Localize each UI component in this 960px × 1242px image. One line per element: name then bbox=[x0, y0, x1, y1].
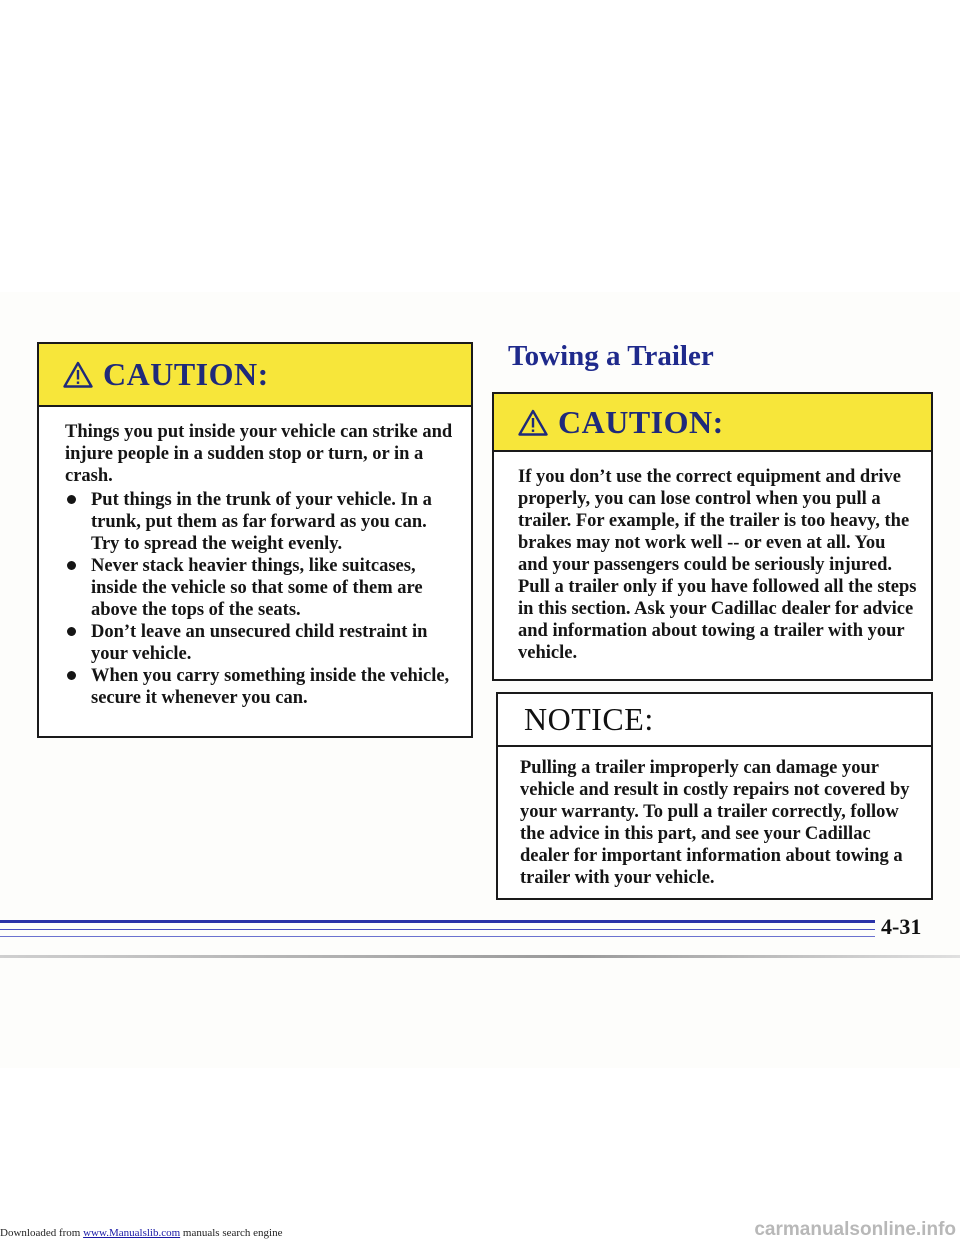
right-caution-text: If you don’t use the correct equipment and drive properly, you can lose control when you pull a trailer. For example, if the trailer is too heavy, the brakes may not work well -- or even at all. You and your passengers could be seriously injured. Pull a trailer only if you have followed all the steps in this section. Ask your Cadillac dealer for advice and information about towing a trailer with your vehicle. bbox=[518, 467, 917, 663]
notice-box bbox=[496, 692, 933, 900]
list-item-text: When you carry something inside the vehicle, secure it whenever you can. bbox=[91, 666, 450, 708]
right-caution-header bbox=[494, 394, 931, 452]
notice-header bbox=[498, 694, 931, 747]
bullet-dot-icon bbox=[67, 495, 76, 504]
footer-rule bbox=[0, 936, 875, 937]
download-note bbox=[0, 1227, 282, 1239]
notice-body bbox=[498, 747, 931, 889]
footer-rule bbox=[0, 920, 875, 923]
list-item bbox=[65, 665, 453, 709]
right-caution-title: CAUTION: bbox=[558, 403, 724, 440]
left-caution-intro: Things you put inside your vehicle can strike and injure people in a sudden stop or turn, or in a crash. bbox=[65, 422, 453, 486]
notice-text: Pulling a trailer improperly can damage your vehicle and result in costly repairs not covered by your warranty. To pull a trailer correctly, follow the advice in this part, and see your Cadillac dealer for important information about towing a trailer with your vehicle. bbox=[520, 758, 910, 888]
left-caution-body bbox=[39, 407, 471, 709]
left-caution-header bbox=[39, 344, 471, 407]
list-item-text: Never stack heavier things, like suitcases, inside the vehicle so that some of them are above the tops of the seats. bbox=[91, 556, 423, 620]
download-note-suffix: manuals search engine bbox=[180, 1227, 283, 1239]
list-item-text: Don’t leave an unsecured child restraint in your vehicle. bbox=[91, 622, 428, 664]
bullet-dot-icon bbox=[67, 627, 76, 636]
right-caution-box bbox=[492, 392, 933, 681]
list-item-text: Put things in the trunk of your vehicle. In a trunk, put them as far forward as you can. Try to spread the weight evenly. bbox=[91, 490, 432, 554]
left-caution-bullet-list bbox=[65, 489, 453, 709]
bullet-dot-icon bbox=[67, 561, 76, 570]
footer-rule bbox=[0, 929, 875, 930]
watermark: carmanualsonline.info bbox=[754, 1219, 956, 1240]
bullet-dot-icon bbox=[67, 671, 76, 680]
download-note-prefix: Downloaded from bbox=[0, 1227, 84, 1239]
list-item bbox=[65, 621, 453, 665]
section-title: Towing a Trailer bbox=[508, 340, 714, 372]
warning-triangle-icon bbox=[518, 409, 548, 436]
manualslib-link[interactable]: www.Manualslib.com bbox=[83, 1227, 181, 1239]
left-caution-box bbox=[37, 342, 473, 738]
list-item bbox=[65, 489, 453, 555]
right-caution-body bbox=[494, 452, 931, 664]
warning-triangle-icon bbox=[63, 361, 93, 388]
list-item bbox=[65, 555, 453, 621]
page-bottom-edge bbox=[0, 955, 960, 958]
page-number: 4-31 bbox=[881, 914, 922, 939]
notice-title: NOTICE: bbox=[524, 701, 654, 737]
left-caution-title: CAUTION: bbox=[103, 356, 269, 392]
